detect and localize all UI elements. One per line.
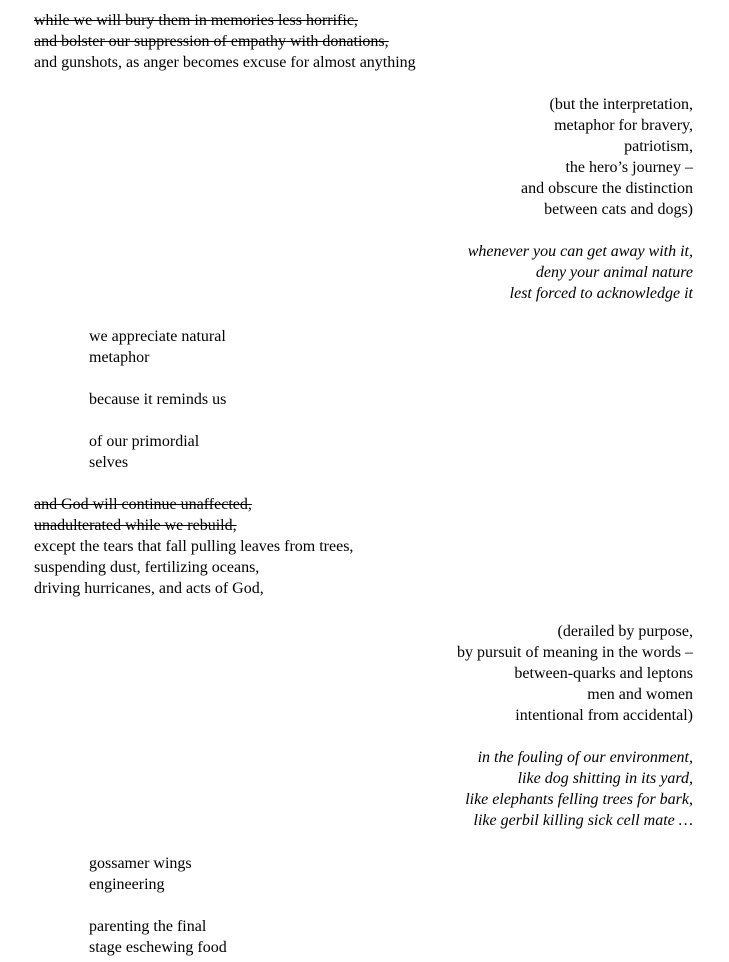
- poem-line: except the tears that fall pulling leaves from trees,: [34, 538, 354, 555]
- poem-line: men and women: [587, 686, 693, 703]
- poem-line: stage eschewing food: [89, 939, 227, 956]
- poem-line: we appreciate natural: [89, 328, 226, 345]
- poem-line: between cats and dogs): [544, 201, 693, 218]
- poem-line: selves: [89, 454, 129, 471]
- poem-line-struck: while we will bury them in memories less horrific,: [34, 12, 358, 29]
- poem-line-italic: like dog shitting in its yard,: [517, 770, 693, 787]
- stanza-10: [89, 853, 192, 895]
- poem-line-italic: deny your animal nature: [535, 264, 693, 281]
- poem-line: and obscure the distinction: [521, 180, 693, 197]
- poem-line: because it reminds us: [89, 391, 227, 408]
- poem-line: of our primordial: [89, 433, 200, 450]
- poem-line: parenting the final: [89, 918, 207, 935]
- poem-line: engineering: [89, 876, 165, 893]
- poem-line: intentional from accidental): [515, 707, 693, 724]
- poem-line: metaphor for bravery,: [554, 117, 693, 134]
- stanza-9: [465, 747, 693, 831]
- poem-line-struck: and God will continue unaffected,: [34, 496, 252, 513]
- poem-line-italic: like gerbil killing sick cell mate …: [473, 812, 693, 829]
- poem-line: between-quarks and leptons: [514, 665, 693, 682]
- poem-line-italic: whenever you can get away with it,: [467, 243, 693, 260]
- stanza-4: [89, 326, 226, 368]
- poem-line: by pursuit of meaning in the words –: [457, 644, 693, 661]
- poem-line: (derailed by purpose,: [557, 623, 693, 640]
- stanza-3: [468, 241, 693, 304]
- stanza-6: [89, 431, 199, 473]
- poem-line-italic: in the fouling of our environment,: [477, 749, 693, 766]
- poem-line-struck: and bolster our suppression of empathy with donations,: [34, 33, 389, 50]
- poem-line: patriotism,: [624, 138, 693, 155]
- stanza-11: [89, 916, 227, 958]
- poem-line: and gunshots, as anger becomes excuse for almost anything: [34, 54, 416, 71]
- poem-line: (but the interpretation,: [549, 96, 693, 113]
- poem-line: suspending dust, fertilizing oceans,: [34, 559, 260, 576]
- poem-line: the hero’s journey –: [565, 159, 693, 176]
- poem-line: gossamer wings: [89, 855, 192, 872]
- stanza-2: [521, 94, 693, 220]
- stanza-8: [457, 621, 693, 726]
- poem-line-italic: lest forced to acknowledge it: [509, 285, 693, 302]
- poem-line: metaphor: [89, 349, 150, 366]
- poem-line-italic: like elephants felling trees for bark,: [465, 791, 693, 808]
- poem-line: driving hurricanes, and acts of God,: [34, 580, 264, 597]
- poem-line-struck: unadulterated while we rebuild,: [34, 517, 237, 534]
- stanza-7: [34, 494, 353, 599]
- stanza-5: [89, 389, 226, 410]
- stanza-1: [34, 10, 416, 73]
